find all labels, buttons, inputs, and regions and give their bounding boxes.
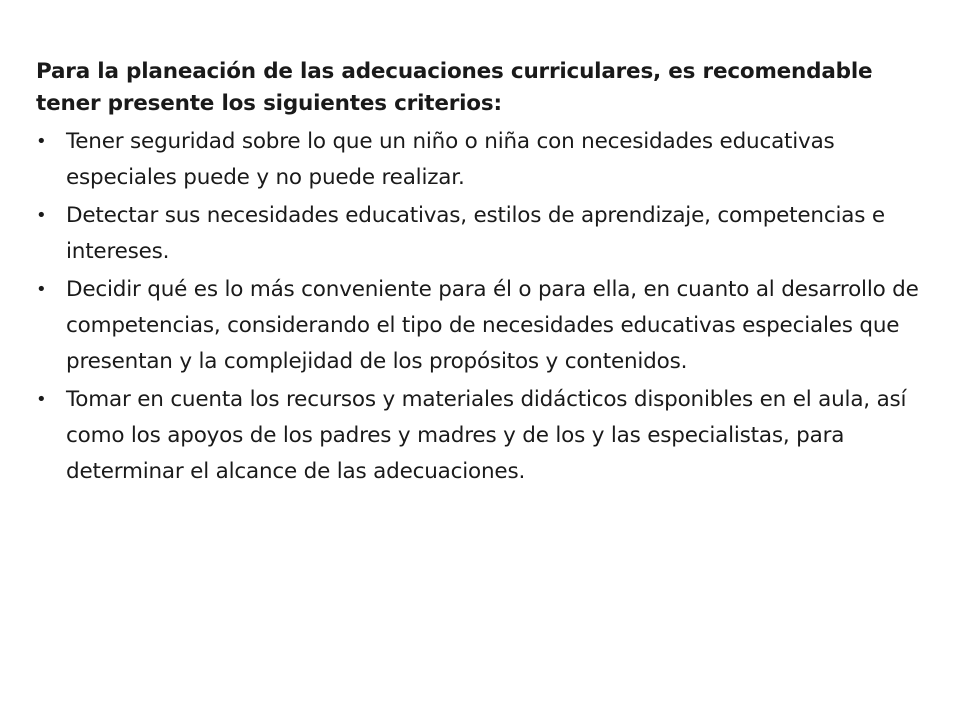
- list-item: [36, 272, 936, 380]
- slide-content: [36, 56, 936, 492]
- list-item: [36, 198, 936, 270]
- list-item-text: Decidir qué es lo más conveniente para él o para ella, en cuanto al desarrollo de competencias, considerando el tipo de necesidades educativas especiales que presentan y la complejidad de los propósitos y contenidos.: [66, 277, 919, 374]
- slide-heading: Para la planeación de las adecuaciones curriculares, es recomendable tener presente los siguientes criterios:: [36, 59, 873, 116]
- bullet-icon: •: [36, 205, 47, 226]
- bullet-icon: •: [36, 389, 47, 410]
- list-item-text: Tomar en cuenta los recursos y materiales didácticos disponibles en el aula, así como los apoyos de los padres y madres y de los y las especialistas, para determinar el alcance de las adecuaciones.: [66, 387, 907, 484]
- criteria-list: [36, 124, 936, 490]
- list-item-text: Tener seguridad sobre lo que un niño o niña con necesidades educativas especiales puede y no puede realizar.: [66, 129, 835, 190]
- bullet-icon: •: [36, 279, 47, 300]
- bullet-icon: •: [36, 131, 47, 152]
- list-item-text: Detectar sus necesidades educativas, estilos de aprendizaje, competencias e intereses.: [66, 203, 885, 264]
- list-item: [36, 382, 936, 490]
- list-item: [36, 124, 936, 196]
